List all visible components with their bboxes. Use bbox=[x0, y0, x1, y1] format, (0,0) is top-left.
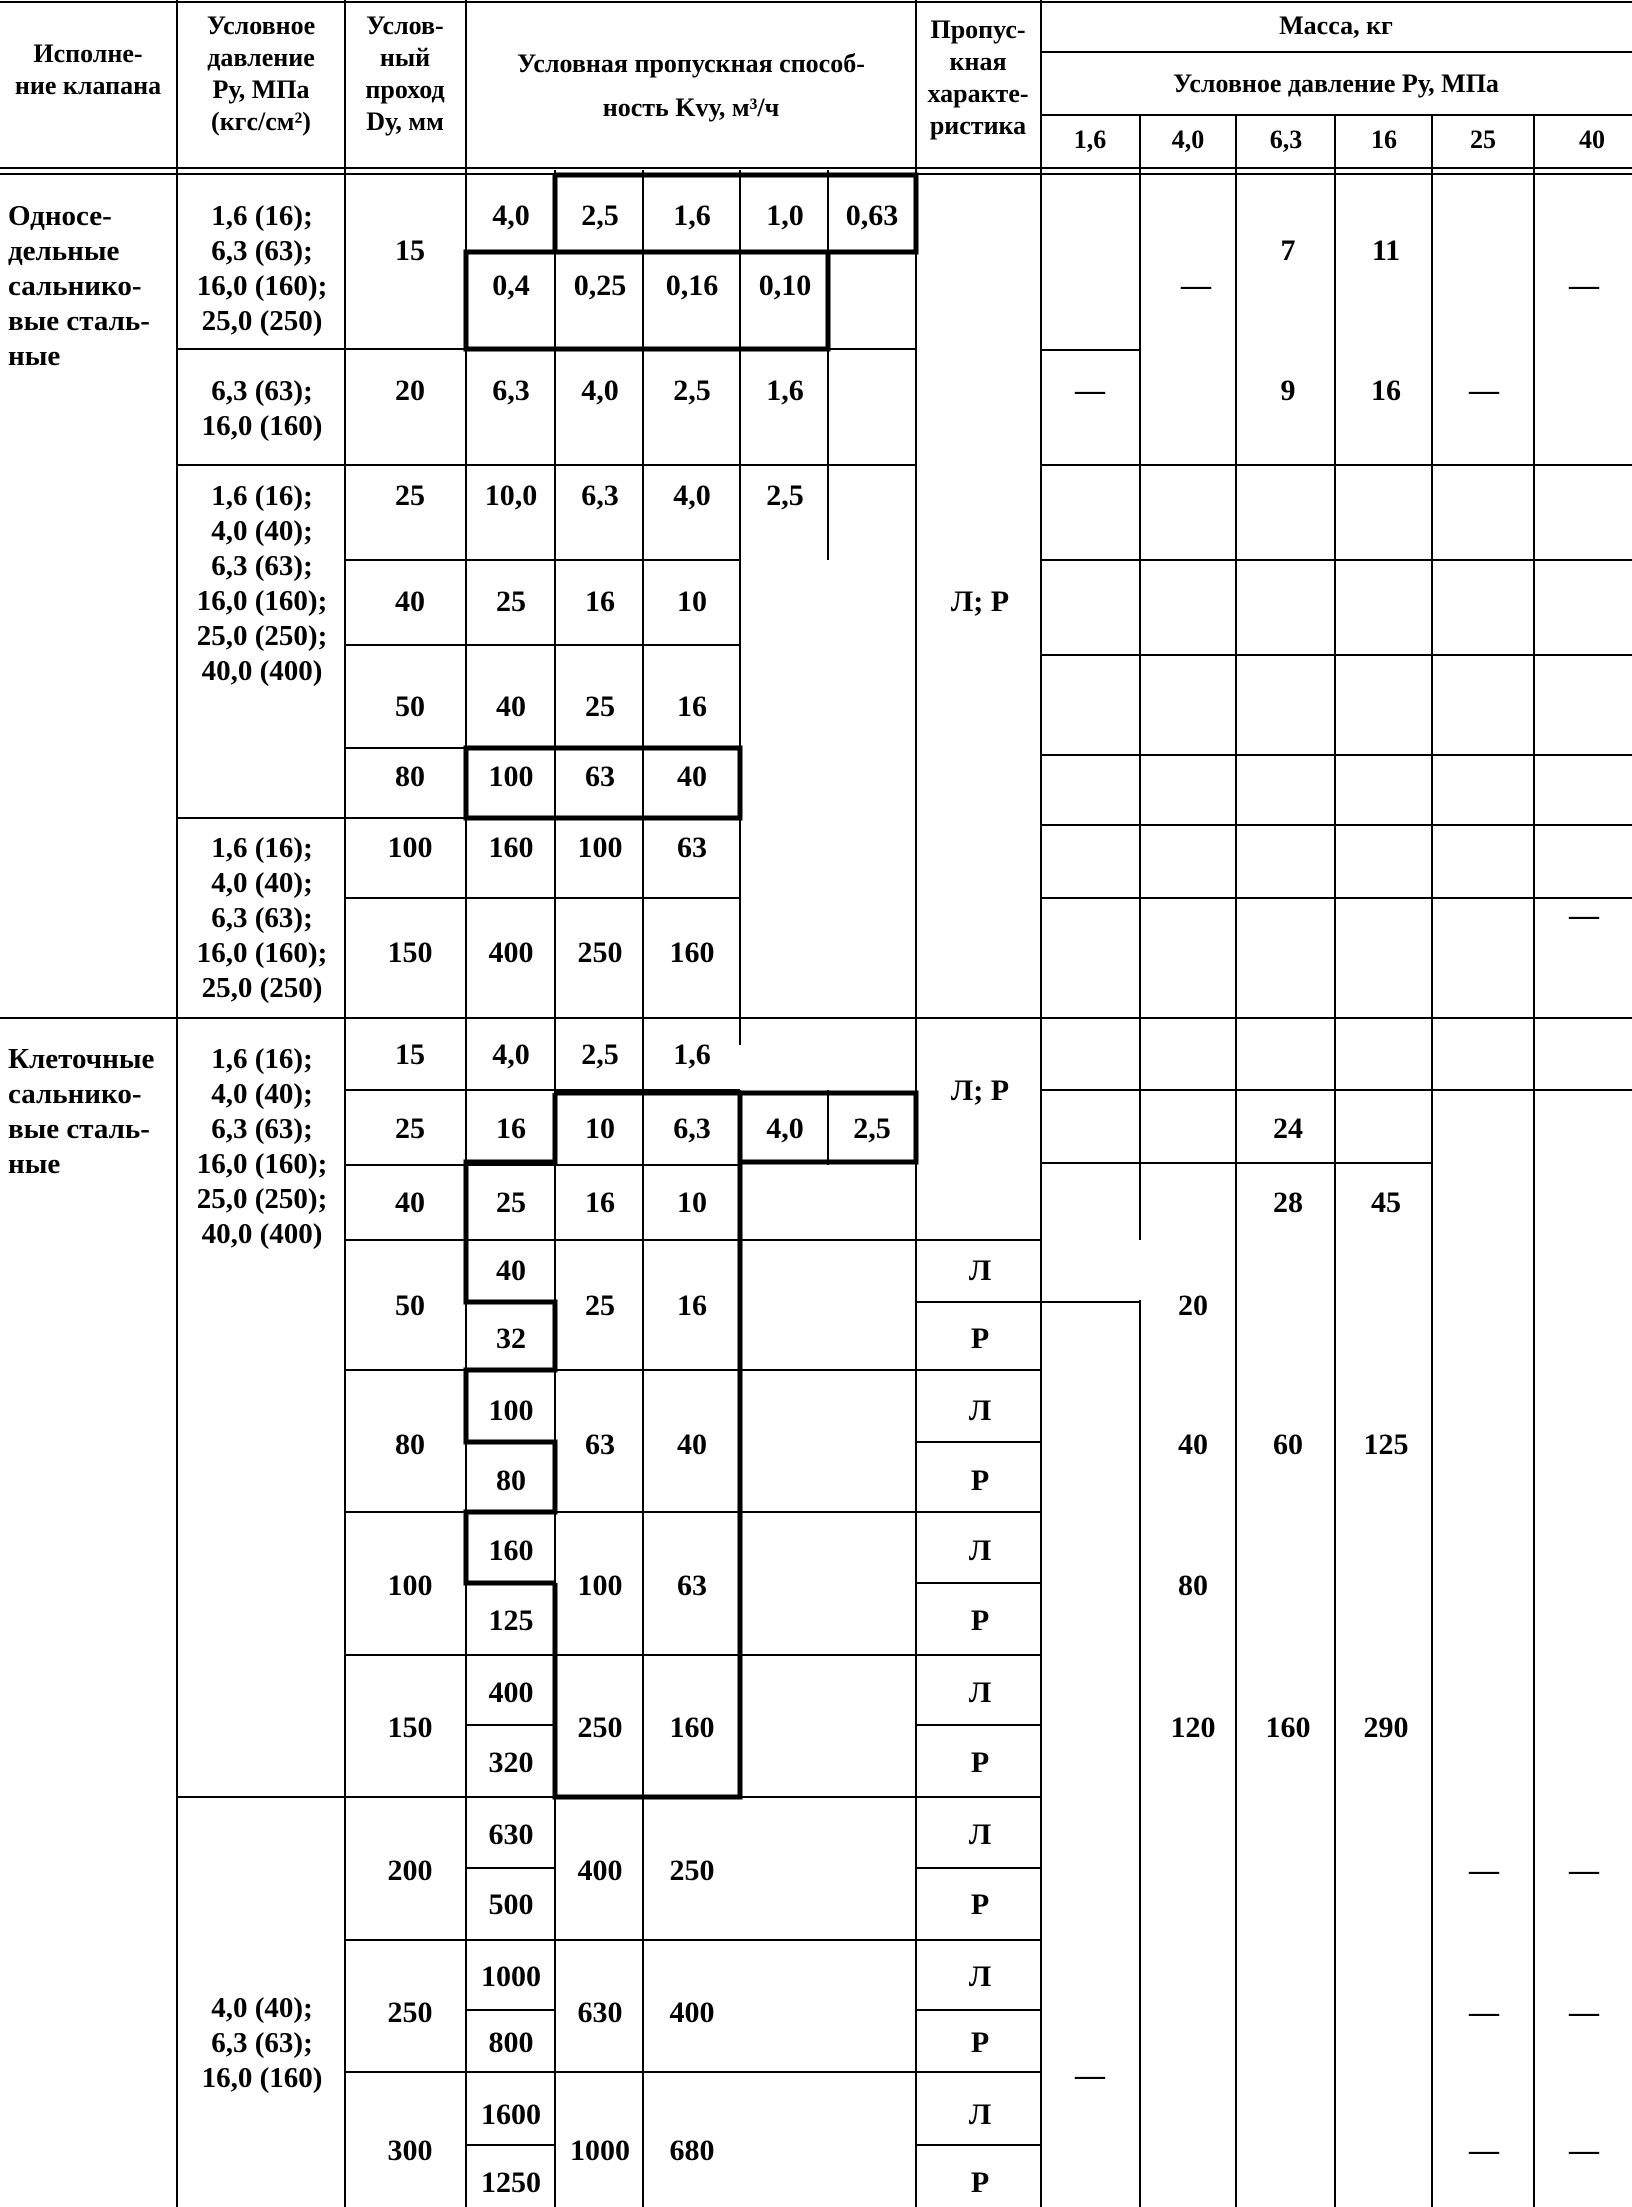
group2-label-line3: вые сталь- bbox=[8, 1113, 150, 1145]
kv-cell: 1250 bbox=[481, 2166, 541, 2199]
pg3-line3: 6,3 (63); bbox=[211, 550, 313, 582]
mass-cell: — bbox=[1569, 2134, 1599, 2167]
group-labels bbox=[8, 200, 154, 1180]
header-kv-line1: Условная пропускная способ- bbox=[517, 49, 865, 78]
kv-cell: 1,6 bbox=[673, 199, 711, 232]
group2-label-line1: Клеточные bbox=[8, 1043, 155, 1075]
char-cell: Л; Р bbox=[950, 585, 1010, 618]
mass-cell: 40 bbox=[1178, 1428, 1208, 1461]
header-pressure-line2: давление bbox=[207, 43, 315, 72]
kv-cell: 160 bbox=[669, 936, 715, 969]
kv-cell: 25 bbox=[496, 1186, 526, 1219]
kv-cell: 1,6 bbox=[673, 1038, 711, 1071]
kv-cell: 10 bbox=[585, 1112, 615, 1145]
pg1-line1: 1,6 (16); bbox=[211, 200, 313, 232]
mass-cell: — bbox=[1569, 1854, 1599, 1887]
char-cell: Л; Р bbox=[950, 1074, 1010, 1107]
mass-cell: 80 bbox=[1178, 1569, 1208, 1602]
dy-cell: 80 bbox=[395, 1428, 425, 1461]
kv-cell: 250 bbox=[577, 936, 623, 969]
dy-cell: 15 bbox=[395, 1038, 425, 1071]
pg1-line2: 6,3 (63); bbox=[211, 235, 313, 267]
kv-cell: 1600 bbox=[481, 2098, 541, 2131]
dy-column bbox=[388, 234, 433, 2167]
characteristic-column bbox=[951, 585, 1009, 2199]
kv-cell: 630 bbox=[577, 1996, 623, 2029]
kv-cell: 16 bbox=[677, 1289, 707, 1322]
mass-cell: — bbox=[1075, 374, 1105, 407]
mass-cell: 24 bbox=[1273, 1112, 1303, 1145]
pg1-line3: 16,0 (160); bbox=[196, 270, 328, 302]
kv-cell: 4,0 bbox=[492, 199, 530, 232]
kv-cell: 16 bbox=[677, 690, 707, 723]
char-cell: Л bbox=[968, 1960, 992, 1993]
kv-cell: 10 bbox=[677, 585, 707, 618]
pg3-line2: 4,0 (40); bbox=[211, 515, 313, 547]
pg3-line4: 16,0 (160); bbox=[196, 585, 328, 617]
char-cell: Л bbox=[968, 2098, 992, 2131]
kv-cell: 0,16 bbox=[665, 269, 719, 302]
kv-cell: 630 bbox=[488, 1818, 534, 1851]
group1-label-line1: Односе- bbox=[8, 200, 112, 232]
mass-cell: — bbox=[1569, 269, 1599, 302]
mass-cell: 9 bbox=[1280, 374, 1296, 407]
dy-cell: 100 bbox=[387, 1569, 433, 1602]
mass-cell: 290 bbox=[1363, 1711, 1409, 1744]
header-pressure-line3: Pу, МПа bbox=[212, 75, 310, 104]
pg5-line3: 6,3 (63); bbox=[211, 1113, 313, 1145]
dy-cell: 15 bbox=[395, 234, 425, 267]
mass-col-16: 16 bbox=[1371, 125, 1397, 154]
kv-cell: 16 bbox=[585, 585, 615, 618]
mass-cell: — bbox=[1469, 2134, 1499, 2167]
kv-cell: 6,3 bbox=[492, 374, 530, 407]
kv-cell: 4,0 bbox=[581, 374, 619, 407]
kv-cell: 16 bbox=[585, 1186, 615, 1219]
char-cell: Л bbox=[968, 1676, 992, 1709]
kv-cell: 40 bbox=[677, 760, 707, 793]
pg5-line1: 1,6 (16); bbox=[211, 1043, 313, 1075]
mass-cell: — bbox=[1469, 1854, 1499, 1887]
mass-cell: — bbox=[1181, 269, 1211, 302]
dy-cell: 300 bbox=[387, 2134, 433, 2167]
kv-cell: 25 bbox=[496, 585, 526, 618]
pg4-line5: 25,0 (250) bbox=[201, 972, 323, 1004]
group1-label-line3: сальнико- bbox=[8, 270, 142, 302]
group1-label-line4: вые сталь- bbox=[8, 305, 150, 337]
dy-cell: 25 bbox=[395, 1112, 425, 1145]
header-ispolnenie-line2: ние клапана bbox=[14, 71, 162, 100]
mass-cell: 60 bbox=[1273, 1428, 1303, 1461]
mass-col-40: 40 bbox=[1579, 125, 1605, 154]
bold-borders bbox=[466, 175, 916, 1797]
header-char-line4: ристика bbox=[929, 111, 1027, 140]
pg6-line1: 4,0 (40); bbox=[211, 1992, 313, 2024]
char-cell: Р bbox=[970, 1604, 990, 1637]
header-kv-line2: ность Kvу, м³/ч bbox=[602, 93, 780, 122]
char-cell: Л bbox=[968, 1818, 992, 1851]
group2-label-line2: сальнико- bbox=[8, 1078, 142, 1110]
kv-cell: 160 bbox=[488, 831, 534, 864]
kv-cell: 2,5 bbox=[766, 479, 804, 512]
kv-cell: 680 bbox=[669, 2134, 715, 2167]
mass-col-6-3: 6,3 bbox=[1269, 125, 1303, 154]
pg3-line1: 1,6 (16); bbox=[211, 480, 313, 512]
kv-cell: 2,5 bbox=[853, 1112, 891, 1145]
group1-label-line5: ные bbox=[8, 340, 61, 372]
kv-cell: 400 bbox=[669, 1996, 715, 2029]
kv-cell: 400 bbox=[577, 1854, 623, 1887]
pg3-line5: 25,0 (250); bbox=[196, 620, 328, 652]
group1-label-line2: дельные bbox=[8, 235, 120, 267]
dy-cell: 50 bbox=[395, 1289, 425, 1322]
kv-cell: 6,3 bbox=[581, 479, 619, 512]
kv-cell: 25 bbox=[585, 690, 615, 723]
header-mass-subtitle: Условное давление Pу, МПа bbox=[1173, 69, 1499, 98]
kv-cell: 0,63 bbox=[845, 199, 899, 232]
kv-cell: 2,5 bbox=[581, 199, 619, 232]
kv-cell: 80 bbox=[496, 1464, 526, 1497]
header-char-line3: характе- bbox=[927, 79, 1029, 108]
dy-cell: 25 bbox=[395, 479, 425, 512]
kv-cell: 10 bbox=[677, 1186, 707, 1219]
kv-cell: 400 bbox=[488, 1676, 534, 1709]
dy-cell: 100 bbox=[387, 831, 433, 864]
mass-cell: 7 bbox=[1280, 234, 1296, 267]
mass-cell: 160 bbox=[1265, 1711, 1311, 1744]
dy-cell: 50 bbox=[395, 690, 425, 723]
mass-col-25: 25 bbox=[1470, 125, 1496, 154]
kv-cell: 400 bbox=[488, 936, 534, 969]
group2-label-line4: ные bbox=[8, 1148, 61, 1180]
kv-cell: 63 bbox=[585, 1428, 615, 1461]
kv-cell: 2,5 bbox=[581, 1038, 619, 1071]
header-mass-title: Масса, кг bbox=[1279, 11, 1393, 40]
pg2-line1: 6,3 (63); bbox=[211, 375, 313, 407]
kv-cell: 100 bbox=[488, 760, 534, 793]
pg4-line2: 4,0 (40); bbox=[211, 867, 313, 899]
header bbox=[15, 11, 1605, 154]
kv-cell: 0,4 bbox=[492, 269, 530, 302]
mass-cell: 28 bbox=[1273, 1186, 1303, 1219]
char-cell: Л bbox=[968, 1254, 992, 1287]
kv-cell: 6,3 bbox=[673, 1112, 711, 1145]
kv-cell: 1000 bbox=[570, 2134, 630, 2167]
pg5-line2: 4,0 (40); bbox=[211, 1078, 313, 1110]
dy-cell: 150 bbox=[387, 936, 433, 969]
mass-cell: — bbox=[1569, 899, 1599, 932]
pg5-line4: 16,0 (160); bbox=[196, 1148, 328, 1180]
mass-cell: 11 bbox=[1371, 234, 1401, 267]
pg5-line5: 25,0 (250); bbox=[196, 1183, 328, 1215]
header-ispolnenie-line1: Исполне- bbox=[33, 39, 143, 68]
kv-cell: 25 bbox=[585, 1289, 615, 1322]
dy-cell: 20 bbox=[395, 374, 425, 407]
header-char-line2: кная bbox=[949, 47, 1007, 76]
mass-values bbox=[1074, 234, 1600, 2167]
kv-cell: 1,6 bbox=[766, 374, 804, 407]
header-dy-line4: Dу, мм bbox=[366, 107, 444, 136]
pg4-line3: 6,3 (63); bbox=[211, 902, 313, 934]
kv-cell: 63 bbox=[677, 831, 707, 864]
kv-cell: 40 bbox=[496, 1254, 526, 1287]
pg2-line2: 16,0 (160) bbox=[201, 410, 323, 442]
header-dy-line2: ный bbox=[379, 43, 431, 72]
kv-cell: 160 bbox=[669, 1711, 715, 1744]
kv-cell: 1,0 bbox=[766, 199, 804, 232]
header-pressure-line1: Условное bbox=[206, 11, 316, 40]
pg5-line6: 40,0 (400) bbox=[201, 1218, 323, 1250]
pressure-groups bbox=[197, 200, 327, 2094]
mass-cell: — bbox=[1075, 2059, 1105, 2092]
kv-cell: 40 bbox=[496, 690, 526, 723]
header-pressure-line4: (кгс/см²) bbox=[211, 107, 311, 136]
kv-cell: 250 bbox=[577, 1711, 623, 1744]
mass-cell: 125 bbox=[1363, 1428, 1409, 1461]
header-dy-line1: Услов- bbox=[366, 11, 444, 40]
mass-col-1-6: 1,6 bbox=[1073, 125, 1107, 154]
mass-cell: — bbox=[1469, 374, 1499, 407]
mass-cell: 45 bbox=[1371, 1186, 1401, 1219]
mass-cell: 120 bbox=[1170, 1711, 1216, 1744]
kv-cell: 100 bbox=[577, 831, 623, 864]
kv-cell: 100 bbox=[577, 1569, 623, 1602]
char-cell: Л bbox=[968, 1394, 992, 1427]
kv-cell: 125 bbox=[488, 1604, 534, 1637]
dy-cell: 200 bbox=[387, 1854, 433, 1887]
mass-cell: 20 bbox=[1178, 1289, 1208, 1322]
char-cell: Р bbox=[970, 2166, 990, 2199]
kv-cell: 4,0 bbox=[492, 1038, 530, 1071]
kv-cell: 160 bbox=[488, 1534, 534, 1567]
kv-cell: 32 bbox=[496, 1322, 526, 1355]
dy-cell: 250 bbox=[387, 1996, 433, 2029]
dy-cell: 40 bbox=[395, 1186, 425, 1219]
pg6-line2: 6,3 (63); bbox=[211, 2027, 313, 2059]
header-char-line1: Пропус- bbox=[930, 15, 1026, 44]
kv-cell: 800 bbox=[488, 2026, 534, 2059]
char-cell: Р bbox=[970, 1746, 990, 1779]
kv-values bbox=[481, 199, 898, 2199]
kv-cell: 0,25 bbox=[573, 269, 627, 302]
header-dy-line3: проход bbox=[365, 75, 445, 104]
kv-cell: 63 bbox=[585, 760, 615, 793]
kv-cell: 250 bbox=[669, 1854, 715, 1887]
pg4-line4: 16,0 (160); bbox=[196, 937, 328, 969]
kv-cell: 40 bbox=[677, 1428, 707, 1461]
kv-cell: 0,10 bbox=[758, 269, 812, 302]
mass-cell: 16 bbox=[1371, 374, 1401, 407]
kv-cell: 100 bbox=[488, 1394, 534, 1427]
mass-cell: — bbox=[1469, 1996, 1499, 2029]
kv-cell: 320 bbox=[488, 1746, 534, 1779]
kv-cell: 10,0 bbox=[484, 479, 538, 512]
char-cell: Р bbox=[970, 1888, 990, 1921]
kv-cell: 16 bbox=[496, 1112, 526, 1145]
char-cell: Р bbox=[970, 1464, 990, 1497]
kv-cell: 500 bbox=[488, 1888, 534, 1921]
char-cell: Л bbox=[968, 1534, 992, 1567]
pg3-line6: 40,0 (400) bbox=[201, 655, 323, 687]
kv-cell: 4,0 bbox=[673, 479, 711, 512]
pg1-line4: 25,0 (250) bbox=[201, 305, 323, 337]
kv-cell: 2,5 bbox=[673, 374, 711, 407]
dy-cell: 80 bbox=[395, 760, 425, 793]
kv-cell: 63 bbox=[677, 1569, 707, 1602]
dy-cell: 40 bbox=[395, 585, 425, 618]
mass-cell: — bbox=[1569, 1996, 1599, 2029]
char-cell: Р bbox=[970, 2026, 990, 2059]
pg4-line1: 1,6 (16); bbox=[211, 832, 313, 864]
dy-cell: 150 bbox=[387, 1711, 433, 1744]
mass-col-4-0: 4,0 bbox=[1171, 125, 1205, 154]
pg6-line3: 16,0 (160) bbox=[201, 2062, 323, 2094]
kv-cell: 4,0 bbox=[766, 1112, 804, 1145]
char-cell: Р bbox=[970, 1322, 990, 1355]
kv-cell: 1000 bbox=[481, 1960, 541, 1993]
